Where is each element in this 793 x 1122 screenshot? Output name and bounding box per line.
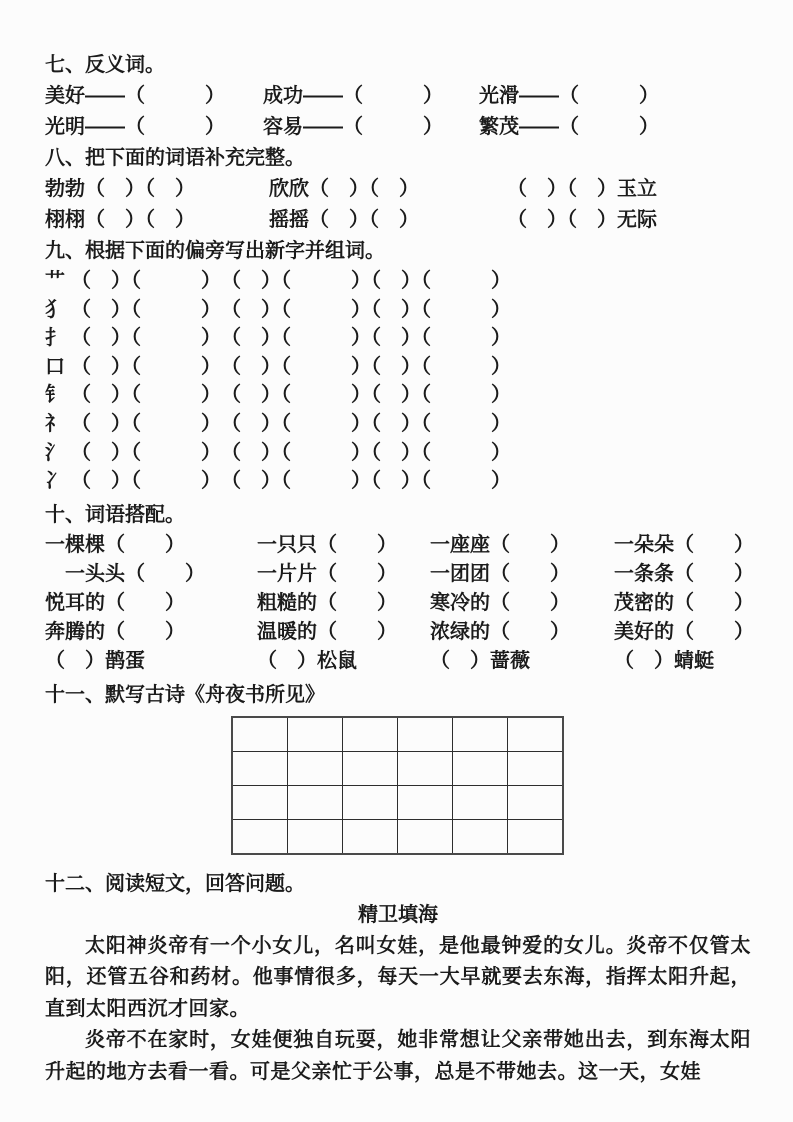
radical-blanks: （ ）（ ） （ ）（ ）（ ）（ ） [71, 412, 511, 435]
radical-row [45, 467, 751, 496]
collocation-item: 粗糙的（ ） [257, 591, 397, 614]
story-paragraph: 太阳神炎帝有一个小女儿，名叫女娃，是他最钟爱的女儿。炎帝不仅管太阳，还管五谷和药材。他事情很多，每天一大早就要去东海，指挥太阳升起，直到太阳西沉才回家。 [45, 934, 751, 1020]
collocation-item: 一座座（ ） [430, 533, 570, 556]
antonym-item: 光滑——（ ） [479, 85, 659, 107]
radical-metal: 钅 [45, 384, 65, 407]
section-11-heading: 十一、默写古诗《舟夜书所见》 [45, 683, 325, 706]
grid-cell [232, 751, 288, 785]
grid-cell [453, 819, 508, 854]
grid-cell [343, 785, 398, 819]
radical-blanks: （ ）（ ） （ ）（ ）（ ）（ ） [71, 327, 511, 350]
grid-cell [343, 717, 398, 752]
collocation-item: 茂密的（ ） [614, 591, 754, 614]
grid-cell [398, 785, 453, 819]
grid-cell [343, 819, 398, 854]
antonym-row [45, 112, 751, 143]
poem-writing-grid [231, 716, 564, 855]
word-completion-item: 栩栩（ ）（ ） [45, 209, 195, 231]
collocation-item: （ ）松鼠 [257, 649, 357, 672]
radical-spirit: 礻 [45, 412, 65, 435]
section-10-heading: 十、词语搭配。 [45, 503, 185, 526]
radical-blanks: （ ）（ ） （ ）（ ）（ ）（ ） [71, 355, 511, 378]
story-paragraph: 炎帝不在家时，女娃便独自玩耍，她非常想让父亲带她出去，到东海太阳升起的地方去看一看。可是父亲忙于公事，总是不带她去。这一天，女娃 [45, 1029, 751, 1083]
word-completion-item: （ ）（ ）无际 [507, 209, 657, 231]
collocation-item: 一朵朵（ ） [614, 533, 754, 556]
story-title: 精卫填海 [358, 903, 438, 926]
grid-cell [453, 751, 508, 785]
grid-cell [508, 717, 564, 752]
collocation-item: 一头头（ ） [45, 562, 205, 585]
collocation-item: 寒冷的（ ） [430, 591, 570, 614]
word-completion-row [45, 205, 751, 236]
collocation-item: 一只只（ ） [257, 533, 397, 556]
grid-cell [288, 819, 343, 854]
section-7-heading: 七、反义词。 [45, 54, 165, 76]
collocation-item: 浓绿的（ ） [430, 620, 570, 643]
grid-cell [232, 819, 288, 854]
collocation-item: （ ）蜻蜓 [614, 649, 714, 672]
grid-cell [453, 785, 508, 819]
grid-cell [232, 785, 288, 819]
collocation-row [45, 647, 751, 676]
word-completion-item: 摇摇（ ）（ ） [269, 209, 419, 231]
collocation-row [45, 589, 754, 618]
section-9-heading: 九、根据下面的偏旁写出新字并组词。 [45, 240, 385, 262]
collocation-item: 一棵棵（ ） [45, 533, 185, 556]
radical-hand: 扌 [45, 327, 65, 350]
section-12-heading: 十二、阅读短文，回答问题。 [45, 872, 305, 895]
radical-row [45, 410, 751, 439]
antonym-item: 光明——（ ） [45, 116, 225, 138]
word-completion-item: 欣欣（ ）（ ） [269, 178, 419, 200]
radical-ice: 冫 [45, 470, 65, 493]
grid-cell [508, 819, 564, 854]
antonym-row [45, 81, 751, 112]
collocation-item: 一条条（ ） [614, 562, 754, 585]
word-completion-item: （ ）（ ）玉立 [507, 178, 657, 200]
radical-blanks: （ ）（ ） （ ）（ ）（ ）（ ） [71, 298, 511, 321]
grid-cell [288, 717, 343, 752]
grid-row [232, 751, 563, 785]
radical-grass: 艹 [45, 270, 65, 292]
radical-blanks: （ ）（ ） （ ）（ ）（ ）（ ） [71, 470, 511, 493]
radical-blanks: （ ）（ ） （ ）（ ）（ ）（ ） [71, 441, 511, 464]
radical-water: 氵 [45, 441, 65, 464]
grid-cell [232, 717, 288, 752]
grid-cell [288, 751, 343, 785]
grid-cell [508, 785, 564, 819]
grid-cell [453, 717, 508, 752]
radical-blanks: （ ）（ ） （ ）（ ）（ ）（ ） [71, 270, 511, 292]
collocation-item: （ ）鹊蛋 [45, 649, 145, 672]
collocation-item: 奔腾的（ ） [45, 620, 185, 643]
radical-row [45, 353, 751, 382]
grid-cell [398, 717, 453, 752]
collocation-item: 美好的（ ） [614, 620, 754, 643]
collocation-row [45, 560, 754, 589]
radical-row [45, 439, 751, 468]
collocation-item: 悦耳的（ ） [45, 591, 185, 614]
word-completion-item: 勃勃（ ）（ ） [45, 178, 195, 200]
grid-cell [398, 751, 453, 785]
radical-row [45, 296, 751, 325]
antonym-item: 容易——（ ） [263, 116, 443, 138]
radical-dog: 犭 [45, 298, 65, 321]
collocation-row [45, 618, 754, 647]
grid-row [232, 785, 563, 819]
grid-row [232, 717, 563, 752]
grid-cell [288, 785, 343, 819]
grid-cell [343, 751, 398, 785]
word-completion-row [45, 174, 751, 205]
grid-cell [508, 751, 564, 785]
section-8-heading: 八、把下面的词语补充完整。 [45, 147, 305, 169]
radical-blanks: （ ）（ ） （ ）（ ）（ ）（ ） [71, 384, 511, 407]
radical-row [45, 267, 751, 296]
antonym-item: 繁茂——（ ） [479, 116, 659, 138]
antonym-item: 成功——（ ） [263, 85, 443, 107]
collocation-item: （ ）蔷薇 [430, 649, 530, 672]
collocation-item: 一团团（ ） [430, 562, 570, 585]
radical-row [45, 381, 751, 410]
collocation-row [45, 531, 754, 560]
antonym-item: 美好——（ ） [45, 85, 225, 107]
grid-cell [398, 819, 453, 854]
collocation-item: 一片片（ ） [257, 562, 397, 585]
radical-row [45, 324, 751, 353]
collocation-item: 温暖的（ ） [257, 620, 397, 643]
grid-row [232, 819, 563, 854]
radical-mouth: 口 [45, 355, 65, 378]
